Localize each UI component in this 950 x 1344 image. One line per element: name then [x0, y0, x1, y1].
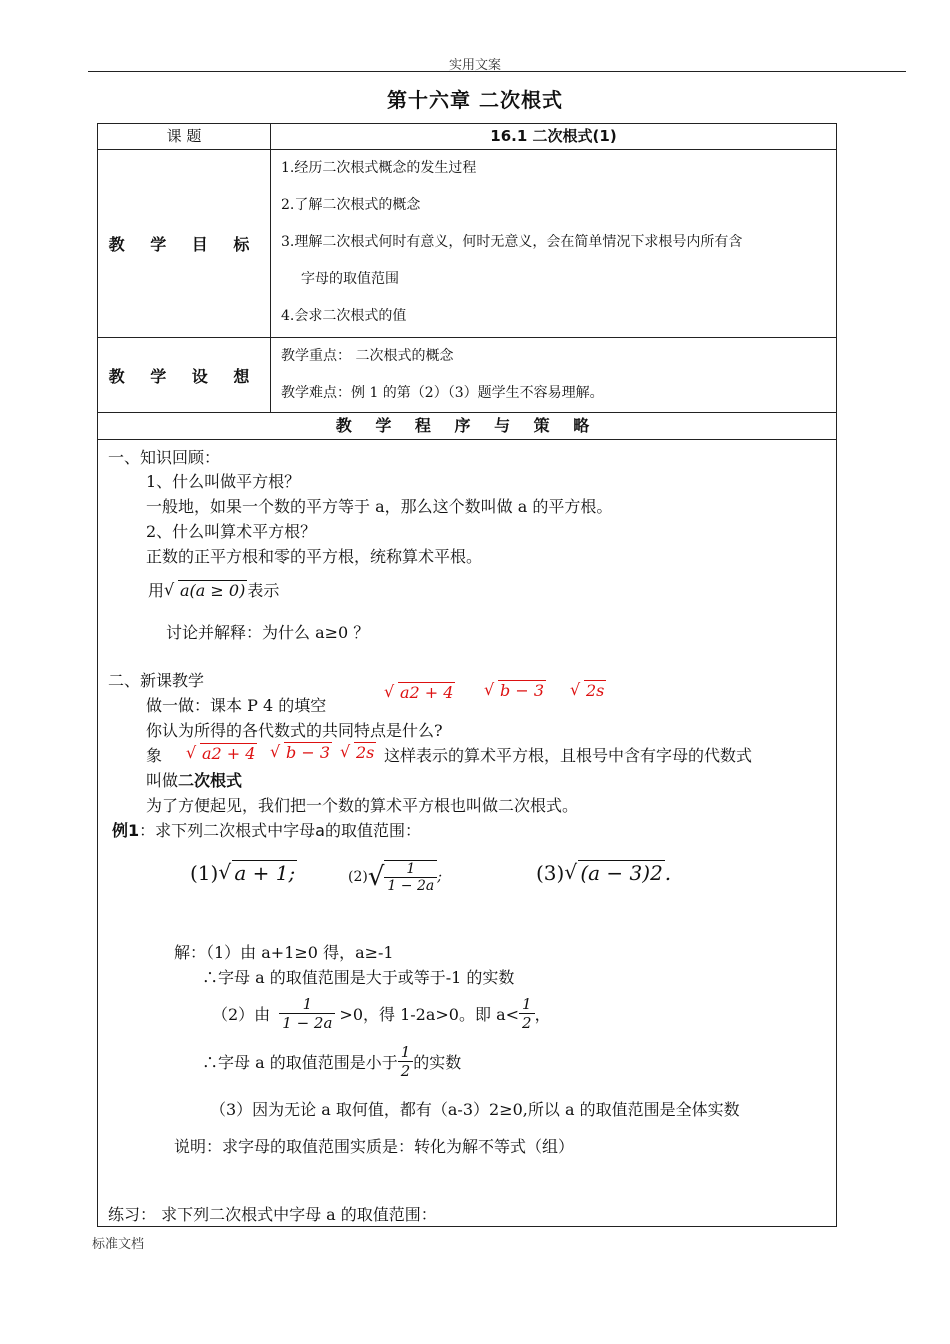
page-footer: 标准文档 — [92, 1237, 145, 1252]
term-quadratic-radical: 二次根式 — [178, 771, 243, 790]
goals-cell — [271, 150, 837, 338]
design-cell — [271, 338, 837, 413]
expr-a2-plus-4: √ a2 + 4 — [384, 682, 454, 702]
notation-suffix: 表示 — [247, 581, 280, 600]
convenience-note: 为了方便起见，我们把一个数的算术平方根也叫做二次根式。 — [146, 796, 579, 815]
expr-2s: √ 2s — [570, 680, 605, 700]
common-feature-question: 你认为所得的各代数式的共同特点是什么? — [146, 721, 443, 740]
explanation: 说明：求字母的取值范围实质是：转化为解不等式（组） — [174, 1137, 575, 1156]
expr-a2-plus-4-2: √ a2 + 4 — [186, 743, 256, 763]
problem-3: (3) √ (a − 3)2 . — [536, 860, 672, 885]
solution-2: （2）由 $\frac{1}{1 - 2a}$ >0，得 1-2a>0。即 a< $\frac{1}{2}$ ， — [212, 995, 551, 1032]
header-rule — [88, 71, 906, 72]
notation-prefix: 用 — [148, 581, 165, 600]
expr-b-minus-3-2: √ b − 3 — [270, 742, 330, 762]
page-header: 实用文案 — [448, 58, 501, 73]
solution-1: 解：（1）由 a+1≥0 得，a≥-1 — [174, 943, 394, 962]
design-label: 教 学 设 想 — [98, 338, 271, 413]
section-new: 二、新课教学 — [108, 671, 205, 690]
question-2: 2、什么叫算术平方根？ — [146, 522, 317, 541]
solution-3: （3）因为无论 a 取何值，都有（a-3）2≥0,所以 a 的取值范围是全体实数 — [210, 1100, 740, 1119]
topic-label: 课 题 — [98, 124, 271, 150]
solution-2-conclusion: ∴字母 a 的取值范围是小于 $\frac{1}{2}$ 的实数 — [202, 1043, 462, 1080]
lesson-table — [97, 123, 837, 1227]
definition-square-root: 一般地，如果一个数的平方等于 a，那么这个数叫做 a 的平方根。 — [146, 497, 613, 516]
goal-item: 字母的取值范围 — [301, 271, 399, 287]
topic-value: 16.1 二次根式(1) — [271, 124, 837, 150]
example-label: 例1 — [112, 821, 140, 840]
solution-1-conclusion: ∴字母 a 的取值范围是大于或等于-1 的实数 — [202, 968, 515, 987]
procedure-label: 教 学 程 序 与 策 略 — [98, 413, 837, 440]
question-1: 1、什么叫做平方根？ — [146, 472, 301, 491]
definition-arith-root: 正数的正平方根和零的平方根，统称算术平根。 — [146, 547, 483, 566]
example-text: ：求下列二次根式中字母a的取值范围： — [139, 821, 421, 840]
called-prefix: 叫做 — [146, 771, 179, 790]
goals-label: 教 学 目 标 — [98, 150, 271, 338]
expr-2s-2: √ 2s — [340, 742, 375, 762]
problem-1: (1) √ a + 1; — [190, 860, 296, 885]
practice: 练习： 求下列二次根式中字母 a 的取值范围： — [108, 1205, 437, 1224]
like-line — [146, 743, 162, 766]
design-item: 教学重点： 二次根式的概念 — [281, 348, 454, 364]
discussion: 讨论并解释：为什么 a≥0 ？ — [166, 623, 370, 642]
goal-item: 4.会求二次根式的值 — [281, 308, 407, 324]
called-line — [146, 768, 242, 791]
expr-b-minus-3: √ b − 3 — [484, 680, 544, 700]
like-suffix: 这样表示的算术平方根，且根号中含有字母的代数式 — [384, 746, 753, 765]
like-prefix: 象 — [146, 746, 163, 765]
procedure-body — [98, 440, 837, 1227]
exercise-line: 做一做：课本 P 4 的填空 — [146, 696, 327, 715]
chapter-title: 第十六章 二次根式 — [387, 88, 563, 112]
problem-2: (2)√ $\frac{1}{1 - 2a}$ ; — [348, 861, 442, 894]
goal-item: 3.理解二次根式何时有意义，何时无意义，会在简单情况下求根号内所有含 — [281, 234, 743, 250]
notation-line — [148, 578, 279, 601]
goal-item: 1.经历二次根式概念的发生过程 — [281, 160, 477, 176]
example-1 — [112, 818, 421, 841]
design-item: 教学难点：例 1 的第（2）（3）题学生不容易理解。 — [281, 385, 604, 401]
section-review: 一、知识回顾： — [108, 448, 221, 467]
sqrt-expression: √ a(a ≥ 0) — [164, 580, 246, 600]
goal-item: 2.了解二次根式的概念 — [281, 197, 421, 213]
